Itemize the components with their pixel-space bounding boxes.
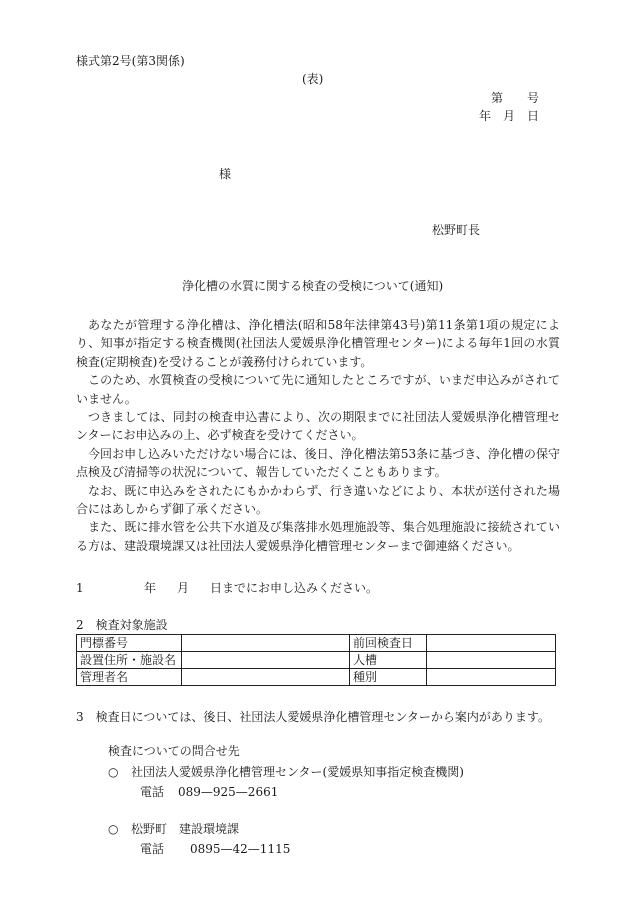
item1-deadline-text: 日までにお申し込みください。 [210,581,379,595]
table-row [77,652,556,669]
document-date: 年 月 日 [479,109,540,123]
body-text [76,316,560,555]
contact-phone: 0895—42—1115 [190,842,291,856]
body-paragraph: また、既に排水管を公共下水道及び集落排水処理施設等、集合処理施設に接続されている方は、建設環境課又は社団法人愛媛県浄化槽管理センターまで御連絡ください。 [76,520,560,553]
body-paragraph: つきましては、同封の検査申込書により、次の期限までに社団法人愛媛県浄化槽管理センターにお申込みの上、必ず検査を受けてください。 [76,410,560,443]
table-label: 設置住所・施設名 [77,652,182,669]
body-paragraph: このため、水質検査の受検について先に通知したところですが、いまだ申込みがされていません。 [76,373,560,406]
document-number: 第 号 [491,91,540,105]
sender-name: 松野町長 [432,223,481,237]
document-title: 浄化槽の水質に関する検査の受検について(通知) [182,279,444,293]
contact-bullet: ○ [108,765,119,779]
table-label: 人槽 [350,652,427,669]
table-label: 種別 [350,669,427,686]
contact-phone: 089—925—2661 [178,785,279,799]
contact-phone-label: 電話 [140,842,165,856]
contact-name: 松野町 建設環境課 [131,822,240,836]
contact-phone-label: 電話 [140,785,165,799]
table-value [182,635,350,652]
table-row [77,635,556,652]
form-number: 様式第2号(第3関係) [76,54,185,68]
table-label: 前回検査日 [350,635,427,652]
contact-name: 社団法人愛媛県浄化槽管理センター(愛媛県知事指定検査機関) [131,765,464,779]
table-row [77,669,556,686]
table-value [427,635,556,652]
side-label: (表) [302,72,324,86]
item2-heading: 2 検査対象施設 [76,618,168,632]
addressee-honorific: 様 [219,167,232,181]
table-label: 門標番号 [77,635,182,652]
table-value [427,652,556,669]
body-paragraph: 今回お申し込みいただけない場合には、後日、浄化槽法第53条に基づき、浄化槽の保守点検及び清掃等の状況について、報告していただくこともあります。 [76,446,560,480]
facility-table [76,634,556,686]
table-value [427,669,556,686]
body-paragraph: あなたが管理する浄化槽は、浄化槽法(昭和58年法律第43号)第11条第1項の規定により、知事が指定する検査機関(社団法人愛媛県浄化槽管理センター)による毎年1回の水質検査(定期検査)を受けることが義務付けられています。 [76,318,560,369]
table-value [182,652,350,669]
item1-number: 1 [76,581,84,595]
contact-bullet: ○ [108,822,119,836]
table-value [182,669,350,686]
item1-year: 年 [144,581,157,595]
item1-month: 月 [177,581,190,595]
item3-text: 3 検査日については、後日、社団法人愛媛県浄化槽管理センターから案内があります。 [76,710,550,724]
table-label: 管理者名 [77,669,182,686]
contacts-heading: 検査についての問合せ先 [108,744,240,758]
body-paragraph: なお、既に申込みをされたにもかかわらず、行き違いなどにより、本状が送付された場合にはあしからず御了承ください。 [76,483,560,517]
